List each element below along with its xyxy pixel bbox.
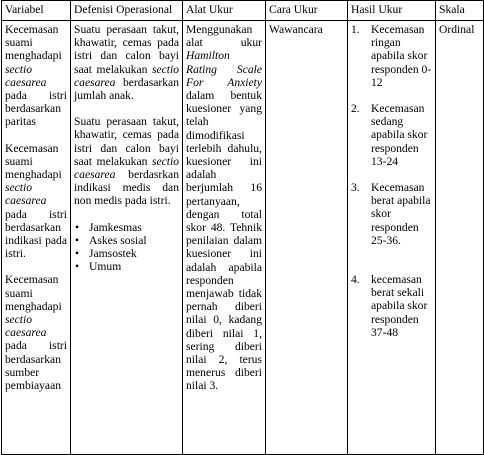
list-item-label: Askes sosial (89, 233, 147, 247)
list-number: 1. (351, 23, 360, 36)
definisi-italic-term: sectio caesarea (74, 154, 179, 182)
variabel-italic-term: sectio caesarea (5, 62, 47, 89)
list-number: 4. (351, 273, 360, 287)
variabel-text: Kecemasan suami menghadapi (5, 23, 62, 63)
table-row (2, 21, 484, 455)
list-item (74, 260, 179, 273)
alat-ukur-description: dalam bentuk kuesioner yang telah dimodifikasi terlebih dahulu, kuesioner ini adalah berjumlah 16 pertanyaan, dengan total skor 48. Tehnik penilaian dalam kuesioner ini adalah apabila responden menjawab tidak pernah diberi nilai 0, kadang diberi nilai 1, sering diberi nilai 2, terus menerus diberi nilai 3. (186, 89, 262, 393)
header-cara-ukur: Cara Ukur (266, 1, 348, 21)
header-definisi: Defenisi Operasional (71, 1, 183, 21)
variabel-text: pada istri berdasarkan sumber pembiayaan (5, 339, 67, 393)
list-item (351, 102, 432, 168)
alat-ukur-text (186, 23, 262, 393)
list-item-label: kecemasan berat sekali apabila skor responden 37-48 (371, 273, 428, 339)
list-item-label: Jamkesmas (89, 220, 142, 234)
list-item (351, 23, 432, 89)
variabel-paritas (5, 23, 67, 129)
list-item-label: Umum (89, 260, 122, 274)
variabel-italic-term: sectio caesarea (5, 181, 47, 208)
header-row (2, 1, 484, 21)
list-item-label: Kecemasan ringan apabila skor responden 0-12 (371, 23, 432, 89)
bullet-icon: • (75, 220, 80, 234)
list-item-label: Kecemasan berat apabila skor responden 25-36. (371, 181, 431, 247)
variabel-indikasi (5, 142, 67, 261)
variabel-text: Kecemasan suami menghadapi (5, 273, 62, 313)
variabel-pembiayaan (5, 273, 67, 392)
definisi-paritas (74, 23, 179, 102)
cell-cara-ukur: Wawancara (266, 21, 348, 455)
variabel-text: pada istri berdasarkan indikasi pada istri. (5, 207, 67, 261)
variabel-italic-term: sectio caesarea (5, 313, 47, 340)
list-item (74, 234, 179, 247)
list-number: 3. (351, 181, 360, 195)
header-hasil-ukur: Hasil Ukur (348, 1, 436, 21)
cell-variabel (2, 21, 71, 455)
alat-ukur-scale-name: Hamilton Rating Scale For Anxiety (186, 49, 262, 89)
list-item (74, 221, 179, 234)
cell-skala: Ordinal (436, 21, 484, 455)
list-item (351, 181, 432, 247)
definisi-indikasi (74, 115, 179, 207)
definisi-text: berdasarkan jumlah anak. (74, 75, 179, 103)
alat-ukur-intro: Menggunakan alat ukur (186, 23, 262, 50)
header-variabel: Variabel (2, 1, 71, 21)
header-alat-ukur: Alat Ukur (183, 1, 266, 21)
list-number: 2. (351, 102, 360, 116)
header-skala: Skala (436, 1, 484, 21)
definisi-text: Suatu perasaan takut, khawatir, cemas pada istri dan calon bayi saat melakukan (74, 23, 179, 76)
definisi-text: Suatu perasaan takut, khawatir, cemas pada istri dan calon bayi saat melakukan (74, 115, 179, 168)
pembiayaan-list (74, 221, 179, 274)
bullet-icon: • (75, 247, 80, 261)
bullet-icon: • (75, 260, 80, 274)
definisi-text: berdasrkan indikasi medis dan non medis pada istri. (74, 168, 179, 208)
hasil-ukur-list (351, 23, 432, 339)
definisi-italic-term: sectio caesarea (74, 62, 179, 89)
cell-alat-ukur (183, 21, 266, 455)
operational-definition-table (1, 0, 484, 455)
list-item-label: Kecemasan sedang apabila skor responden 13-24 (371, 102, 428, 168)
list-item (74, 247, 179, 260)
list-item-label: Jamsostek (89, 247, 137, 261)
variabel-text: Kecemasan suami menghadapi (5, 141, 62, 182)
bullet-icon: • (75, 233, 80, 247)
list-item (351, 273, 432, 339)
cell-hasil-ukur (348, 21, 436, 455)
cell-definisi (71, 21, 183, 455)
variabel-text: pada istri berdasarkan paritas (5, 89, 67, 129)
